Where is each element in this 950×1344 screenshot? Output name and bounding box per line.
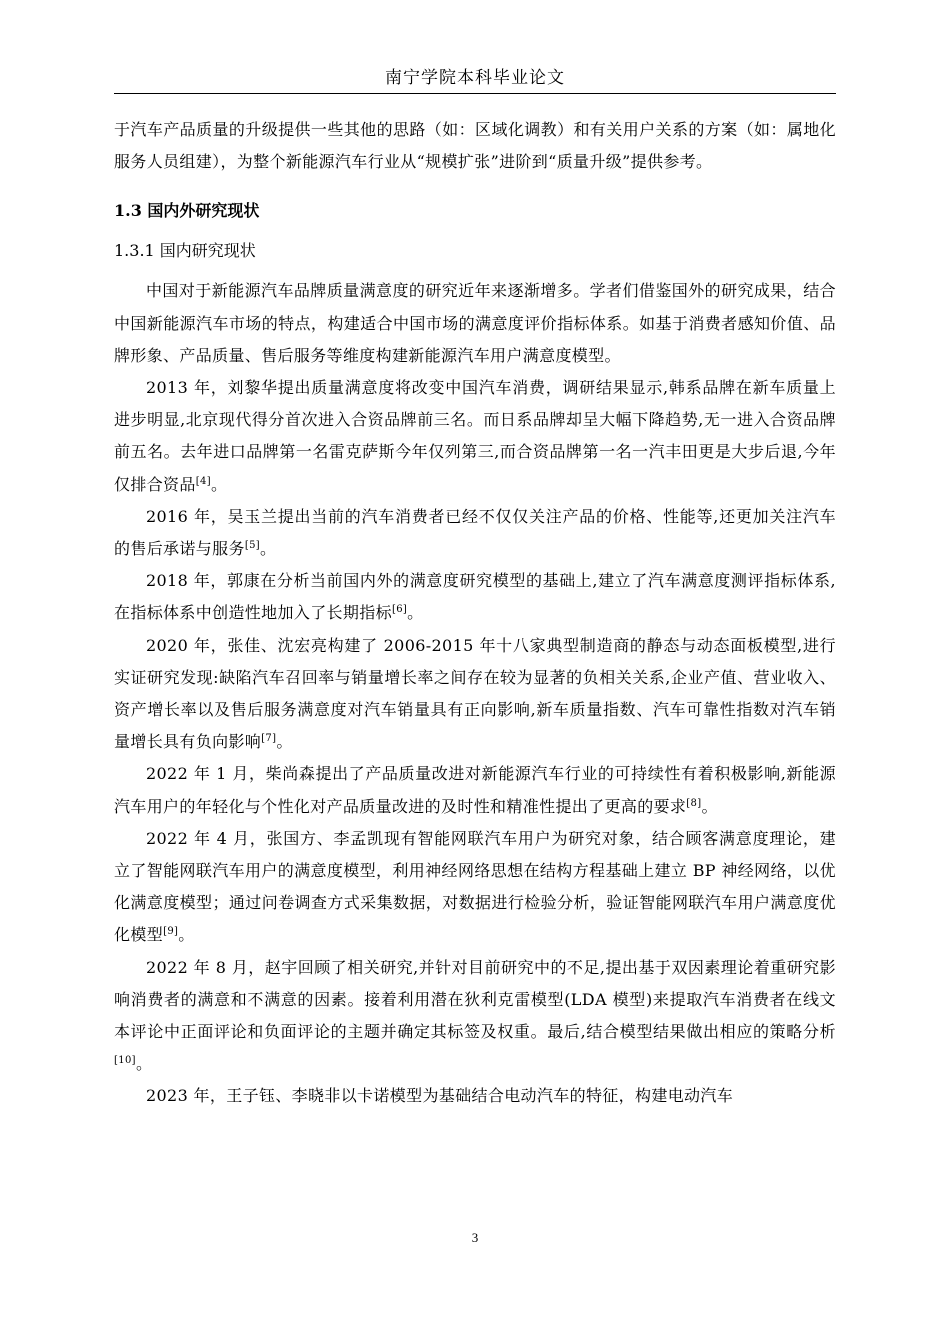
paragraph-text: 2023 年，王子钰、李晓非以卡诺模型为基础结合电动汽车的特征，构建电动汽车 bbox=[146, 1086, 734, 1106]
citation-ref: [10] bbox=[114, 1055, 136, 1067]
paragraph-text: 2013 年，刘黎华提出质量满意度将改变中国汽车消费，调研结果显示,韩系品牌在新车质量上进步明显,北京现代得分首次进入合资品牌前三名。而日系品牌却呈大幅下降趋势,无一进入合资品牌前五名。去年进口品牌第一名雷克萨斯今年仅列第三,而合资品牌第一名一汽丰田更是大步后退,今年仅排合资品 bbox=[114, 378, 836, 494]
paragraph-tail: 。 bbox=[210, 474, 228, 494]
paragraph-text: 中国对于新能源汽车品牌质量满意度的研究近年来逐渐增多。学者们借鉴国外的研究成果，结合中国新能源汽车市场的特点，构建适合中国市场的满意度评价指标体系。如基于消费者感知价值、品牌形象、产品质量、售后服务等维度构建新能源汽车用户满意度模型。 bbox=[114, 281, 836, 365]
header-rule bbox=[114, 93, 836, 94]
subsection-heading: 1.3.1 国内研究现状 bbox=[114, 241, 256, 261]
paragraph-text: 2022 年 1 月，柴尚森提出了产品质量改进对新能源汽车行业的可持续性有着积极影响,新能源汽车用户的年轻化与个性化对产品质量改进的及时性和精准性提出了更高的要求 bbox=[114, 764, 836, 816]
paragraph-text: 2022 年 4 月，张国方、李孟凯现有智能网联汽车用户为研究对象，结合顾客满意度理论，建立了智能网联汽车用户的满意度模型，利用神经网络思想在结构方程基础上建立 BP 神经网络，以优化满意度模型；通过问卷调查方式采集数据，对数据进行检验分析，验证智能网联汽车用户满意度优化模型 bbox=[114, 828, 836, 945]
body-paragraph-4 bbox=[114, 565, 836, 629]
body-paragraph-7 bbox=[114, 823, 836, 952]
citation-ref: [9] bbox=[163, 926, 179, 938]
page-header-title: 南宁学院本科毕业论文 bbox=[385, 68, 565, 88]
citation-ref: [4] bbox=[195, 475, 211, 487]
paragraph-text: 2016 年，吴玉兰提出当前的汽车消费者已经不仅仅关注产品的价格、性能等,还更加关注汽车的售后承诺与服务 bbox=[114, 506, 836, 559]
page-number: 3 bbox=[471, 1230, 479, 1245]
paragraph-text: 2018 年，郭康在分析当前国内外的满意度研究模型的基础上,建立了汽车满意度测评指标体系,在指标体系中创造性地加入了长期指标 bbox=[114, 571, 836, 623]
section-heading: 1.3 国内外研究现状 bbox=[114, 201, 260, 221]
citation-ref: [6] bbox=[391, 604, 408, 616]
paragraph-tail: 。 bbox=[178, 925, 195, 945]
body-paragraph-5 bbox=[114, 630, 836, 759]
body-paragraph-3 bbox=[114, 501, 836, 565]
paragraph-tail: 。 bbox=[407, 603, 424, 623]
document-body bbox=[114, 114, 836, 1113]
citation-ref: [5] bbox=[244, 540, 261, 552]
paragraph-tail: 。 bbox=[276, 732, 293, 752]
paragraph-text: 2022 年 8 月，赵宇回顾了相关研究,并针对目前研究中的不足,提出基于双因素理论着重研究影响消费者的满意和不满意的因素。接着利用潜在狄利克雷模型(LDA 模型)来提取汽车消费者在线文本评论中正面评论和负面评论的主题并确定其标签及权重。最后,结合模型结果做出相应的策略分析 bbox=[114, 957, 836, 1042]
body-paragraph-6 bbox=[114, 758, 836, 822]
paragraph-text: 2020 年，张佳、沈宏亮构建了 2006-2015 年十八家典型制造商的静态与动态面板模型,进行实证研究发现:缺陷汽车召回率与销量增长率之间存在较为显著的负相关关系,企业产值、营业收入、资产增长率以及售后服务满意度对汽车销量具有正向影响,新车质量指数、汽车可靠性指数对汽车销量增长具有负向影响 bbox=[114, 635, 836, 752]
body-paragraph-9 bbox=[114, 1080, 836, 1112]
body-paragraph-2 bbox=[114, 372, 836, 501]
body-paragraph-8 bbox=[114, 952, 836, 1081]
intro-paragraph: 于汽车产品质量的升级提供一些其他的思路（如：区域化调教）和有关用户关系的方案（如：属地化服务人员组建），为整个新能源汽车行业从“规模扩张”进阶到“质量升级”提供参考。 bbox=[114, 120, 836, 172]
body-paragraph-1 bbox=[114, 275, 836, 372]
paragraph-tail: 。 bbox=[135, 1054, 153, 1074]
paragraph-tail: 。 bbox=[260, 539, 277, 559]
citation-ref: [7] bbox=[261, 733, 277, 745]
citation-ref: [8] bbox=[686, 797, 702, 809]
paragraph-tail: 。 bbox=[701, 796, 718, 816]
